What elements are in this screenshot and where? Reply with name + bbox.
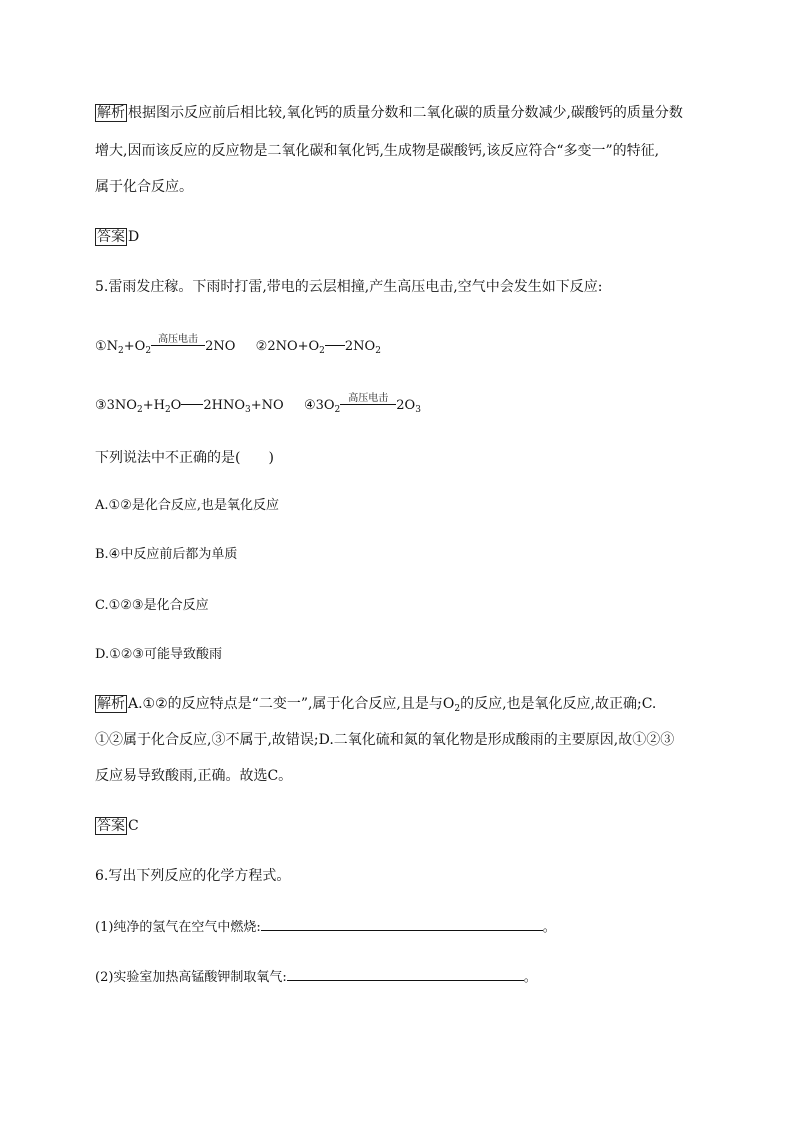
analysis-1-line-1 bbox=[95, 104, 683, 122]
answer-value: C bbox=[128, 818, 139, 834]
reaction-row-2 bbox=[95, 393, 421, 416]
question-5-stem: 5.雷雨发庄稼。下雨时打雷,带电的云层相撞,产生高压电击,空气中会发生如下反应: bbox=[95, 279, 603, 295]
analysis-2-line-1: 解析 A.①②的反应特点是“二变一”,属于化合反应,且是与$O_2$的反应,也是氧化反应,故正确;C. bbox=[97, 696, 657, 714]
option-d: D.①②③可能导致酸雨 bbox=[95, 647, 223, 662]
answer-blank[interactable] bbox=[261, 916, 543, 931]
analysis-text: 根据图示反应前后相比较,氧化钙的质量分数和二氧化碳的质量分数减少,碳酸钙的质量分数 bbox=[128, 105, 683, 121]
answer-blank[interactable] bbox=[287, 966, 524, 981]
answer-1 bbox=[95, 228, 139, 246]
q6-item-1: (1)纯净的氢气在空气中燃烧: 。 bbox=[95, 916, 556, 937]
option-a: A.①②是化合反应,也是氧化反应 bbox=[95, 498, 279, 513]
reaction-arrow bbox=[325, 349, 345, 350]
question-6-stem: 6.写出下列反应的化学方程式。 bbox=[95, 868, 291, 884]
answer-tag: 答案 bbox=[97, 818, 125, 834]
analysis-2-line-2: ①②属于化合反应,③不属于,故错误;D.二氧化硫和氮的氧化物是形成酸雨的主要原因,故①②③ bbox=[95, 732, 675, 748]
answer-2 bbox=[95, 817, 139, 835]
option-c: C.①②③是化合反应 bbox=[95, 598, 209, 613]
analysis-2-line-3: 反应易导致酸雨,正确。故选C。 bbox=[95, 768, 293, 784]
reaction-3: $③3NO_2+H_2O$ $2HNO_3+NO$ bbox=[95, 398, 284, 415]
reaction-2: $②2NO+O_2$ $2NO_2$ bbox=[255, 339, 381, 356]
reaction-1: $①N_2+O_2$ 高压电击 2NO bbox=[95, 334, 236, 356]
analysis-tag: 解析 bbox=[97, 696, 125, 712]
reaction-row-1 bbox=[95, 334, 381, 357]
option-b: B.④中反应前后都为单质 bbox=[95, 547, 238, 562]
answer-tag: 答案 bbox=[97, 229, 125, 245]
answer-value: D bbox=[128, 229, 140, 245]
analysis-tag: 解析 bbox=[97, 105, 125, 121]
analysis-1-line-2: 增大,因而该反应的反应物是二氧化碳和氧化钙,生成物是碳酸钙,该反应符合“多变一”的特征, bbox=[95, 143, 660, 159]
question-5-prompt: 下列说法中不正确的是( ) bbox=[95, 450, 274, 466]
q6-item-2: (2)实验室加热高锰酸钾制取氧气: 。 bbox=[95, 966, 537, 987]
reaction-4: $④3O_2$ 高压电击 $2O_3$ bbox=[303, 393, 421, 415]
reaction-arrow bbox=[181, 408, 203, 409]
reaction-arrow: 高压电击 bbox=[151, 349, 205, 350]
reaction-arrow: 高压电击 bbox=[340, 408, 396, 409]
analysis-1-line-3: 属于化合反应。 bbox=[95, 179, 193, 195]
